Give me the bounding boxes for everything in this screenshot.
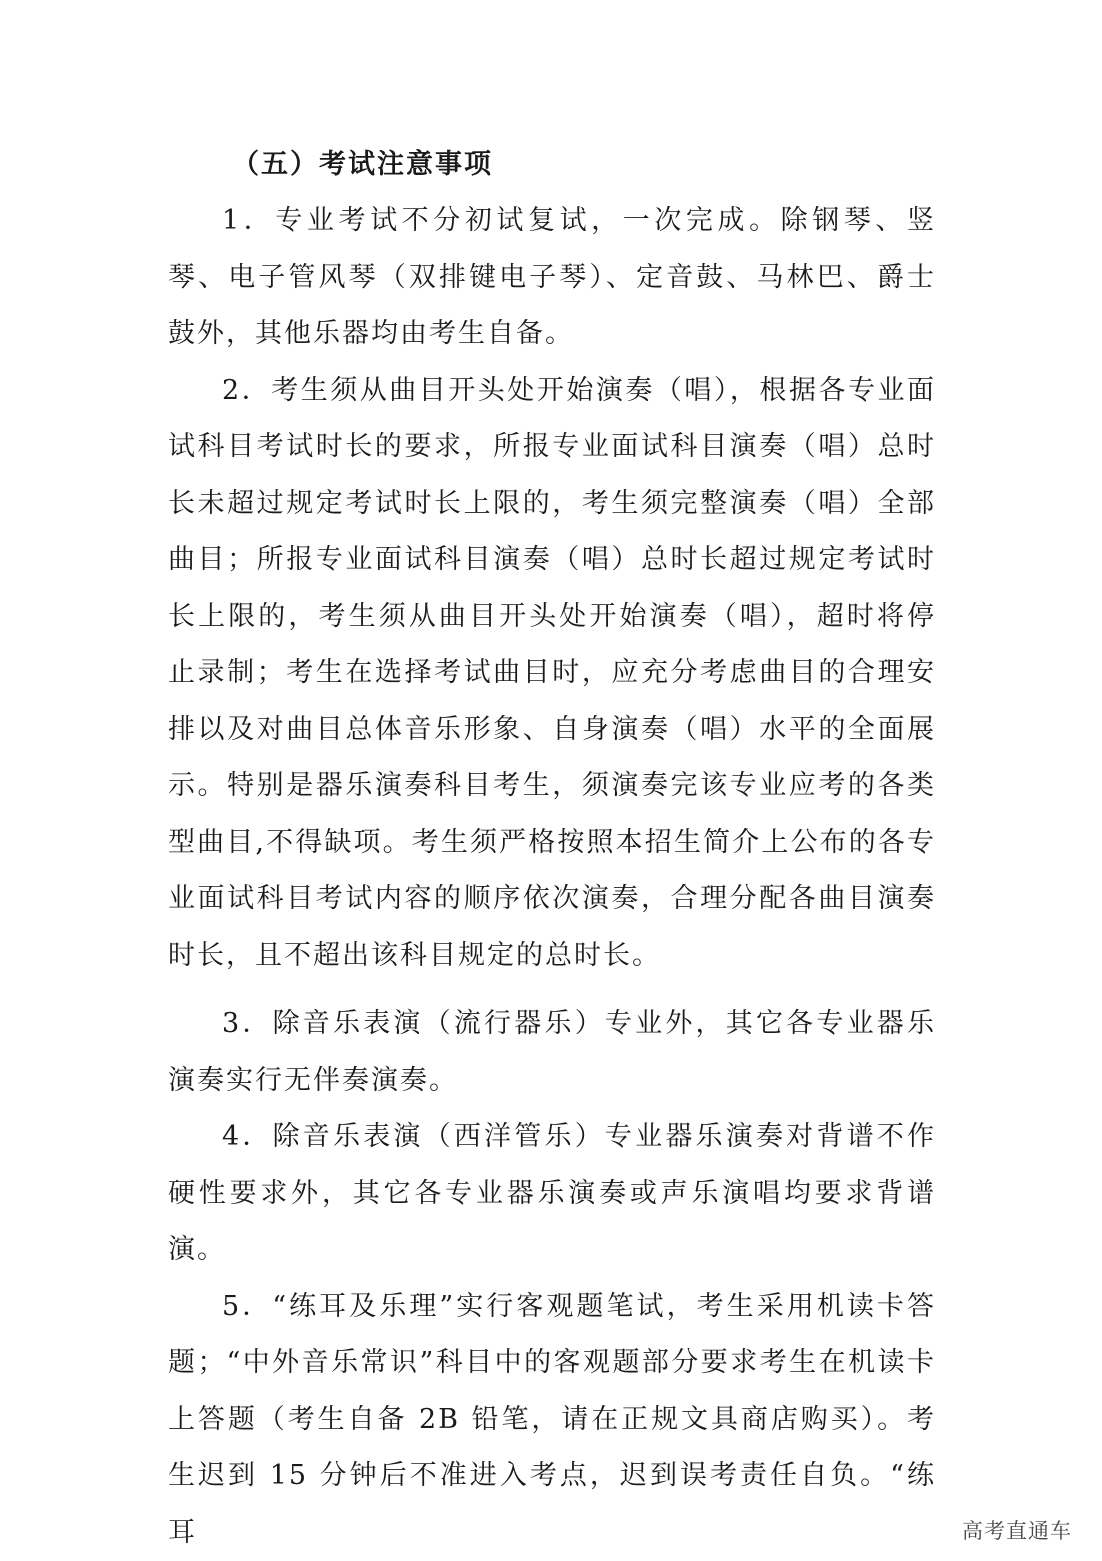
- watermark-text: 高考直通车: [962, 1515, 1072, 1545]
- document-body: [168, 137, 936, 1561]
- paragraph-1: 1．专业考试不分初试复试，一次完成。除钢琴、竖琴、电子管风琴（双排键电子琴）、定音鼓、马林巴、爵士鼓外，其他乐器均由考生自备。: [168, 193, 936, 363]
- paragraph-4: 4．除音乐表演（西洋管乐）专业器乐演奏对背谱不作硬性要求外，其它各专业器乐演奏或声乐演唱均要求背谱演。: [168, 1109, 936, 1279]
- paragraph-5: 5．“练耳及乐理”实行客观题笔试，考生采用机读卡答题；“中外音乐常识”科目中的客观题部分要求考生在机读卡上答题（考生自备 2B 铅笔，请在正规文具商店购买）。考生迟到 15 分钟后不准进入考点，迟到误考责任自负。“练耳: [168, 1279, 936, 1561]
- paragraph-3: 3．除音乐表演（流行器乐）专业外，其它各专业器乐演奏实行无伴奏演奏。: [168, 996, 936, 1109]
- section-heading: （五）考试注意事项: [168, 137, 936, 193]
- paragraph-2: 2．考生须从曲目开头处开始演奏（唱），根据各专业面试科目考试时长的要求，所报专业面试科目演奏（唱）总时长未超过规定考试时长上限的，考生须完整演奏（唱）全部曲目；所报专业面试科目演奏（唱）总时长超过规定考试时长上限的，考生须从曲目开头处开始演奏（唱），超时将停止录制；考生在选择考试曲目时，应充分考虑曲目的合理安排以及对曲目总体音乐形象、自身演奏（唱）水平的全面展示。特别是器乐演奏科目考生，须演奏完该专业应考的各类型曲目,不得缺项。考生须严格按照本招生简介上公布的各专业面试科目考试内容的顺序依次演奏，合理分配各曲目演奏时长，且不超出该科目规定的总时长。: [168, 363, 936, 985]
